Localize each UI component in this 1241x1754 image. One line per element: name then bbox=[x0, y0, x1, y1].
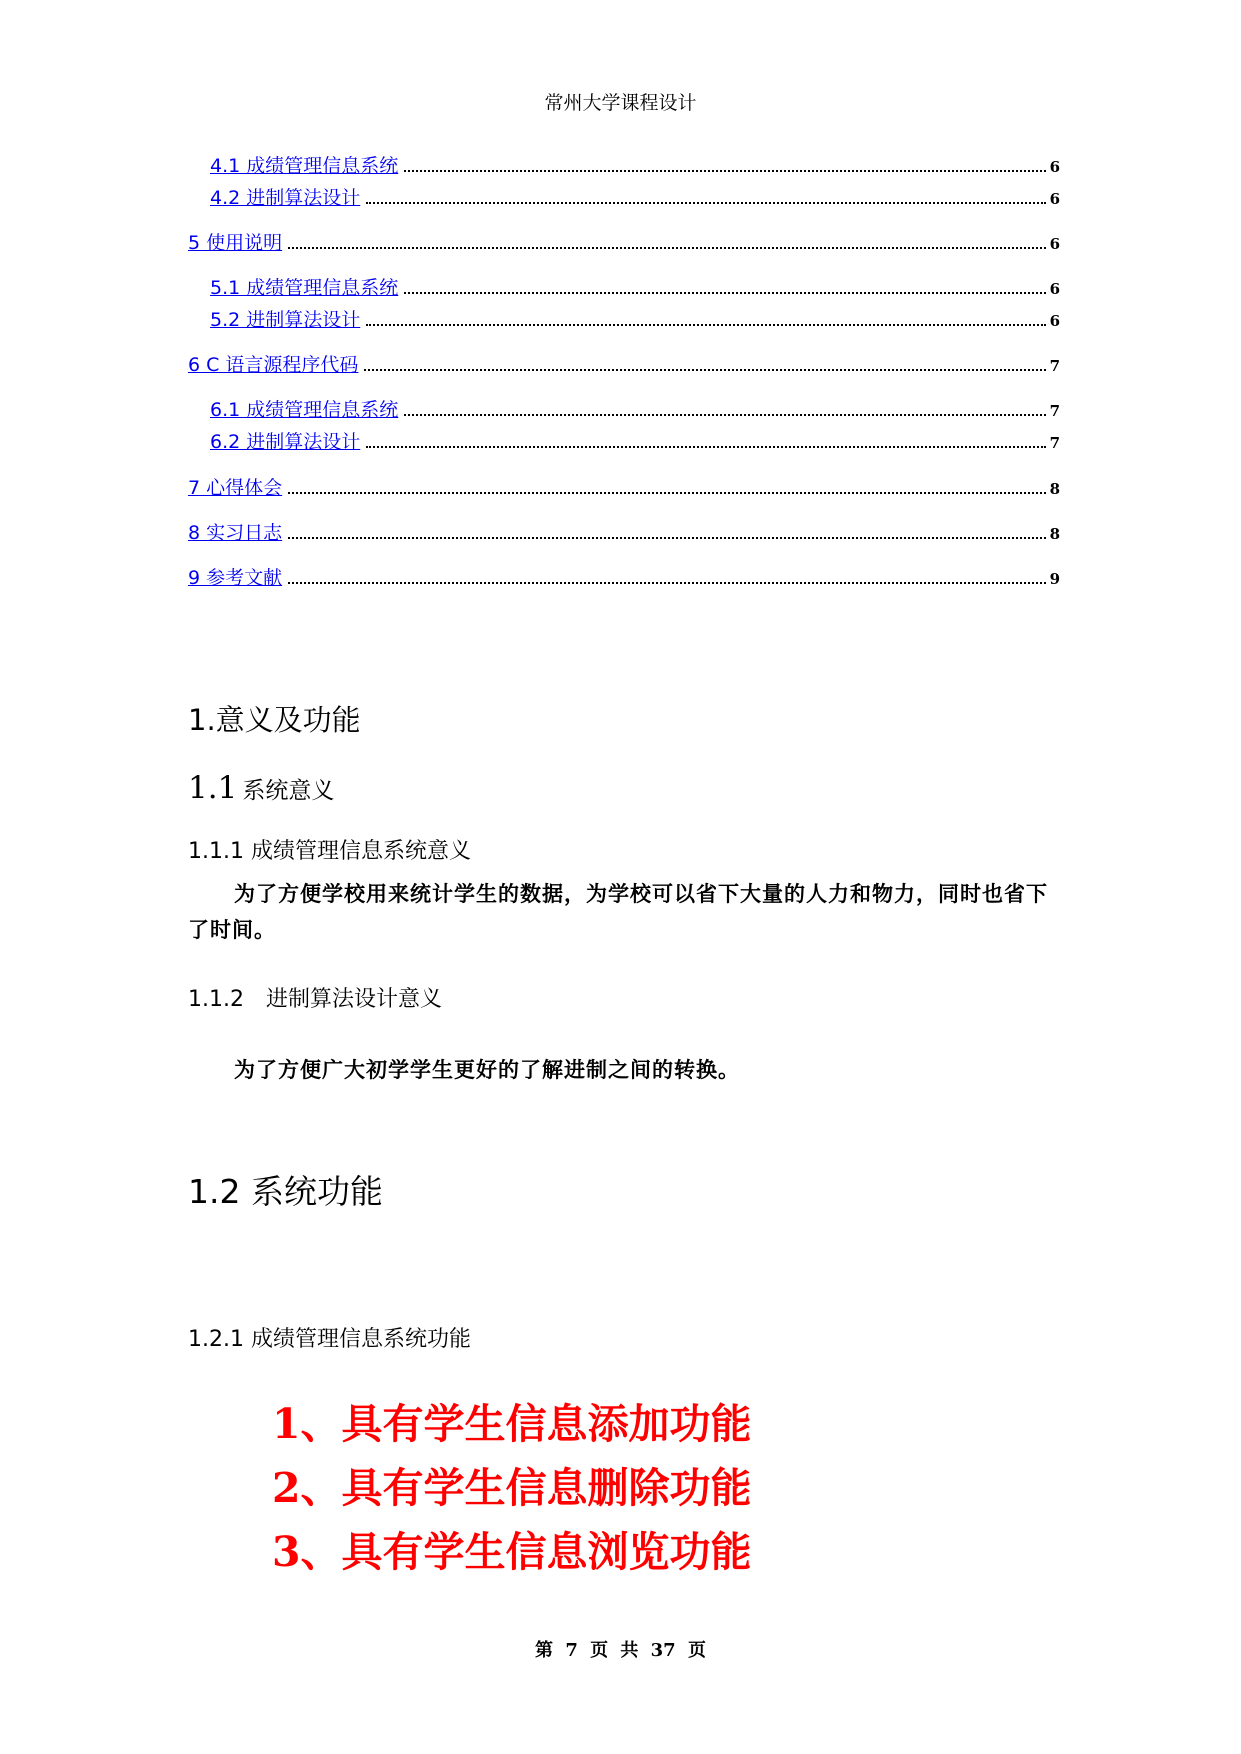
toc-leader bbox=[366, 446, 1045, 448]
toc-leader bbox=[404, 292, 1045, 294]
toc-link[interactable]: 6.2 进制算法设计 bbox=[210, 431, 361, 453]
toc-link[interactable]: 5.1 成绩管理信息系统 bbox=[210, 277, 399, 299]
toc-entry bbox=[210, 396, 1060, 422]
toc-link[interactable]: 4.2 进制算法设计 bbox=[210, 187, 361, 209]
toc-link[interactable]: 7 心得体会 bbox=[188, 477, 283, 499]
page-header: 常州大学课程设计 bbox=[544, 92, 697, 114]
toc-page-number: 8 bbox=[1049, 525, 1060, 543]
toc-leader bbox=[288, 537, 1045, 539]
heading-1-2-1: 1.2.1 成绩管理信息系统功能 bbox=[188, 1327, 471, 1352]
toc-page-number: 8 bbox=[1049, 480, 1060, 498]
toc-entry bbox=[210, 152, 1060, 178]
toc-entry bbox=[188, 564, 1060, 590]
toc-entry bbox=[210, 306, 1060, 332]
toc-link[interactable]: 5.2 进制算法设计 bbox=[210, 309, 361, 331]
heading-text: 系统意义 bbox=[242, 778, 335, 804]
heading-1-2: 1.2 系统功能 bbox=[188, 1172, 383, 1211]
toc-leader bbox=[404, 170, 1045, 172]
toc-entry bbox=[210, 184, 1060, 210]
paragraph: 为了方便广大初学学生更好的了解进制之间的转换。 bbox=[234, 1057, 740, 1082]
heading-1: 1.意义及功能 bbox=[188, 703, 361, 737]
toc-entry bbox=[210, 428, 1060, 454]
feature-item: 2、具有学生信息删除功能 bbox=[272, 1464, 752, 1512]
toc-entry bbox=[188, 351, 1060, 377]
toc-page-number: 6 bbox=[1049, 158, 1060, 176]
feature-item: 1、具有学生信息添加功能 bbox=[272, 1400, 752, 1448]
heading-number: 1.1 bbox=[188, 770, 238, 806]
heading-1-1-2: 1.1.2 进制算法设计意义 bbox=[188, 987, 442, 1012]
toc-entry bbox=[210, 274, 1060, 300]
toc-link[interactable]: 8 实习日志 bbox=[188, 522, 283, 544]
toc-link[interactable]: 5 使用说明 bbox=[188, 232, 283, 254]
toc-link[interactable]: 6 C 语言源程序代码 bbox=[188, 354, 359, 376]
page-footer: 第 7 页 共 37 页 bbox=[535, 1640, 706, 1661]
toc-leader bbox=[366, 324, 1045, 326]
heading-1-1-1: 1.1.1 成绩管理信息系统意义 bbox=[188, 839, 471, 864]
toc-link[interactable]: 6.1 成绩管理信息系统 bbox=[210, 399, 399, 421]
toc-entry bbox=[188, 229, 1060, 255]
toc-page-number: 6 bbox=[1049, 190, 1060, 208]
toc-page-number: 6 bbox=[1049, 235, 1060, 253]
heading-1-1 bbox=[188, 770, 334, 806]
toc-link[interactable]: 9 参考文献 bbox=[188, 567, 283, 589]
toc-link[interactable]: 4.1 成绩管理信息系统 bbox=[210, 155, 399, 177]
feature-list bbox=[272, 1392, 752, 1584]
toc-page-number: 7 bbox=[1049, 357, 1060, 375]
toc-leader bbox=[404, 414, 1045, 416]
feature-item: 3、具有学生信息浏览功能 bbox=[272, 1528, 752, 1576]
toc-leader bbox=[364, 369, 1045, 371]
toc-leader bbox=[288, 582, 1045, 584]
toc-page-number: 9 bbox=[1049, 570, 1060, 588]
toc-page-number: 7 bbox=[1049, 434, 1060, 452]
toc-page-number: 6 bbox=[1049, 312, 1060, 330]
toc-leader bbox=[288, 492, 1045, 494]
toc-page-number: 7 bbox=[1049, 402, 1060, 420]
toc-leader bbox=[366, 202, 1045, 204]
toc-entry bbox=[188, 474, 1060, 500]
toc-leader bbox=[288, 247, 1045, 249]
paragraph: 为了方便学校用来统计学生的数据，为学校可以省下大量的人力和物力，同时也省下了时间。 bbox=[188, 881, 1048, 942]
toc-page-number: 6 bbox=[1049, 280, 1060, 298]
toc-entry bbox=[188, 519, 1060, 545]
